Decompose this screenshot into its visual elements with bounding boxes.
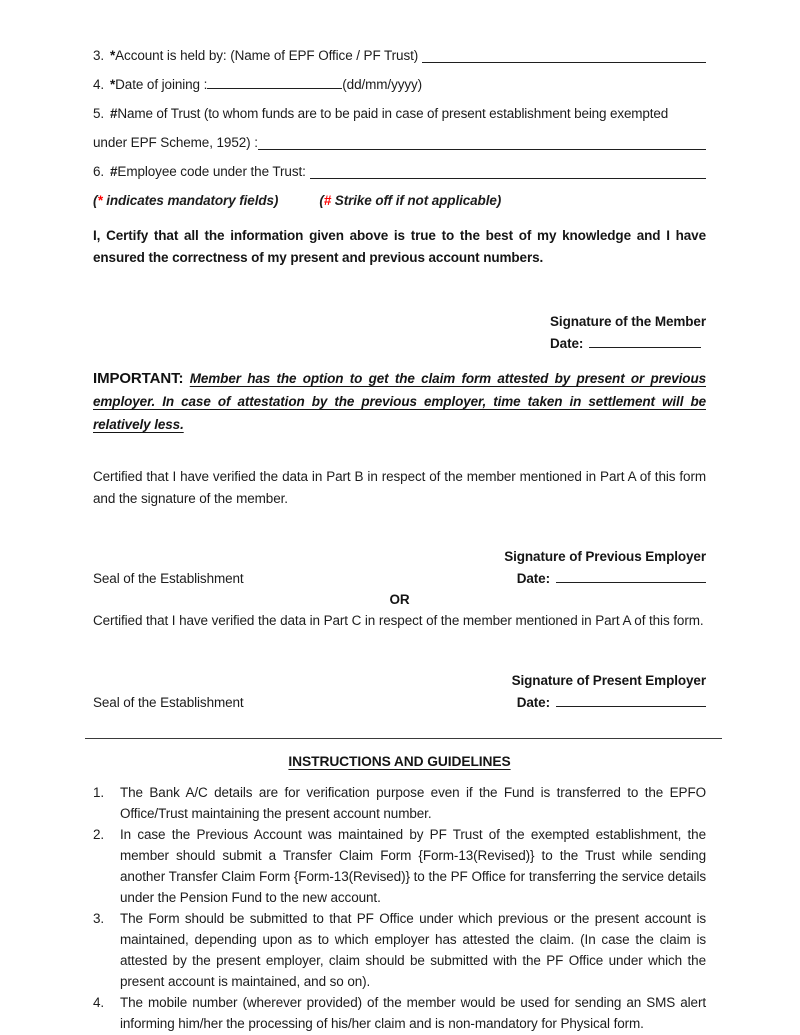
strike-off-note: (# Strike off if not applicable) (319, 193, 502, 208)
present-employer-date-label: Date: (516, 695, 550, 710)
present-employer-date-blank (556, 695, 706, 707)
field-label-continued: under EPF Scheme, 1952) : (93, 135, 258, 150)
instruction-text: The Bank A/C details are for verification purpose even if the Fund is transferred to the EPFO Office/Trust maintaining the present account number. (120, 785, 706, 821)
asterisk-marker: * (97, 193, 103, 208)
field-label: Account is held by: (Name of EPF Office / PF Trust) (115, 48, 419, 63)
field-label: Name of Trust (to whom funds are to be paid in case of present establishment being exempted (117, 106, 669, 121)
instruction-item (93, 908, 706, 992)
field-name-of-trust-line2 (93, 133, 706, 153)
member-signature-block (93, 311, 706, 355)
mandatory-marker: * (110, 77, 116, 92)
instruction-number: 1. (93, 785, 105, 800)
member-date-label: Date: (550, 336, 584, 351)
field-number: 5. (93, 106, 105, 121)
previous-employer-date-label: Date: (516, 571, 550, 586)
instruction-item (93, 782, 706, 824)
important-notice (93, 367, 706, 436)
instruction-number: 2. (93, 827, 105, 842)
present-employer-signature-label: Signature of Present Employer (511, 673, 706, 688)
field-number: 3. (93, 48, 105, 63)
or-divider: OR (389, 592, 410, 607)
instruction-text: In case the Previous Account was maintained by PF Trust of the exempted establishment, the member should submit a Transfer Claim Form {Form-13(Revised)} to the Trust while sending another Transfer Claim Form {Form-13(Revised)} to the PF Office for transferring the service details under the Pension Fund to the new account. (120, 827, 706, 905)
field-suffix: (dd/mm/yyyy) (342, 77, 423, 92)
instruction-number: 4. (93, 995, 105, 1010)
field-label: Date of joining : (115, 77, 208, 92)
certification-part-b: Certified that I have verified the data in Part B in respect of the member mentioned in Part A of this form and the signature of the member. (93, 469, 706, 506)
important-text: Member has the option to get the claim form attested by present or previous employer. In case of attestation by the previous employer, time taken in settlement will be relatively less. (93, 371, 706, 432)
instructions-list (93, 782, 706, 1034)
blank-line (310, 178, 706, 179)
field-employee-code (93, 162, 706, 182)
instruction-item (93, 992, 706, 1034)
previous-employer-block (93, 546, 706, 590)
field-number: 4. (93, 77, 105, 92)
strike-off-marker: # (110, 164, 118, 179)
member-declaration: I, Certify that all the information given above is true to the best of my knowledge and I have ensured the correctness of my present and previous account numbers. (93, 228, 706, 265)
instructions-heading: INSTRUCTIONS AND GUIDELINES (288, 754, 511, 769)
instruction-text: The mobile number (wherever provided) of the member would be used for sending an SMS alert informing him/her the processing of his/her claim and is non-mandatory for Physical form. (120, 995, 706, 1031)
previous-employer-signature-label: Signature of Previous Employer (504, 549, 706, 564)
blank-line (422, 62, 706, 63)
hash-marker: # (323, 193, 332, 208)
certification-part-c: Certified that I have verified the data in Part C in respect of the member mentioned in Part A of this form. (93, 613, 704, 628)
previous-employer-date-blank (556, 571, 706, 583)
instruction-number: 3. (93, 911, 105, 926)
instruction-text: The Form should be submitted to that PF Office under which previous or the present account is maintained, depending upon as to which employer has attested the claim. (In case the claim is attested by the present employer, claim should be submitted with the PF Office under which the present account is maintained, and so on). (120, 911, 706, 989)
member-date-blank (589, 336, 701, 348)
field-date-of-joining (93, 75, 706, 95)
mandatory-marker: * (110, 48, 116, 63)
marker-legend (93, 191, 706, 211)
present-employer-seal-label: Seal of the Establishment (93, 695, 244, 710)
present-employer-block (93, 670, 706, 714)
important-label: IMPORTANT: (93, 370, 184, 387)
strike-off-marker: # (110, 106, 118, 121)
blank-line (258, 149, 706, 150)
section-divider (85, 738, 722, 739)
member-signature-label: Signature of the Member (550, 314, 706, 329)
mandatory-note: (* indicates mandatory fields) (93, 193, 279, 208)
field-name-of-trust (93, 104, 706, 124)
field-number: 6. (93, 164, 105, 179)
blank-line (207, 77, 342, 89)
field-account-held-by (93, 46, 706, 66)
instruction-item (93, 824, 706, 908)
field-label: Employee code under the Trust: (117, 164, 306, 179)
previous-employer-seal-label: Seal of the Establishment (93, 571, 244, 586)
